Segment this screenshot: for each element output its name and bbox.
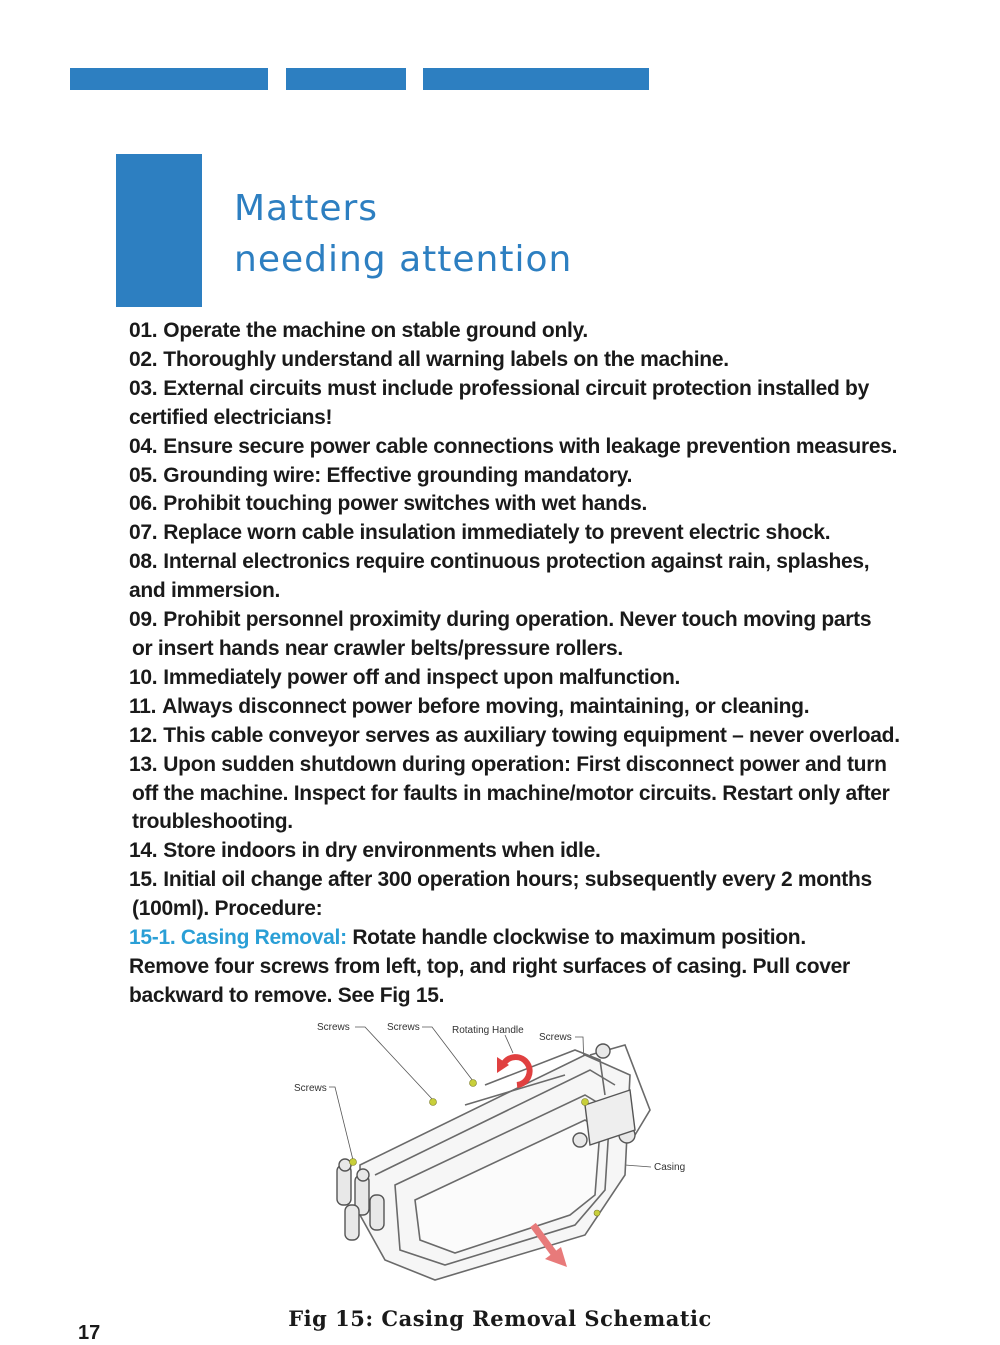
list-item-continuation: troubleshooting. xyxy=(132,810,293,834)
label-screws-2: Screws xyxy=(387,1022,420,1033)
list-item: 06. Prohibit touching power switches with wet hands. xyxy=(129,492,648,516)
list-item-continuation: certified electricians! xyxy=(129,405,333,429)
rotate-arrow-icon xyxy=(497,1057,530,1085)
page-title xyxy=(234,183,572,285)
list-item: 08. Internal electronics require continuous protection against rain, splashes, xyxy=(129,550,870,574)
label-rotating-handle: Rotating Handle xyxy=(452,1025,524,1036)
list-item: 09. Prohibit personnel proximity during operation. Never touch moving parts xyxy=(129,608,872,632)
list-item: 13. Upon sudden shutdown during operation: First disconnect power and turn xyxy=(129,752,887,776)
list-item: 04. Ensure secure power cable connections with leakage prevention measures. xyxy=(129,434,898,458)
list-item: 07. Replace worn cable insulation immediately to prevent electric shock. xyxy=(129,521,831,545)
header-bar-1 xyxy=(70,68,268,90)
title-line-1: Matters xyxy=(234,188,379,229)
list-item-continuation: and immersion. xyxy=(129,579,281,603)
page-number: 17 xyxy=(78,1322,101,1344)
sub-item-label: 15-1. Casing Removal: xyxy=(129,926,347,950)
list-item-continuation: or insert hands near crawler belts/pressure rollers. xyxy=(132,636,623,660)
list-item: 02. Thoroughly understand all warning labels on the machine. xyxy=(129,347,729,371)
list-item: 01. Operate the machine on stable ground only. xyxy=(129,319,588,342)
list-item: 12. This cable conveyor serves as auxiliary towing equipment – never overload. xyxy=(129,723,900,747)
list-item: 10. Immediately power off and inspect upon malfunction. xyxy=(129,665,681,689)
header-bar-3 xyxy=(423,68,649,90)
list-item: 05. Grounding wire: Effective grounding mandatory. xyxy=(129,463,633,487)
list-item-continuation: off the machine. Inspect for faults in machine/motor circuits. Restart only after xyxy=(132,781,890,805)
list-item: 15. Initial oil change after 300 operation hours; subsequently every 2 months xyxy=(129,868,872,892)
list-item: 11. Always disconnect power before moving, maintaining, or cleaning. xyxy=(129,694,810,718)
casing-removal-figure xyxy=(285,1015,705,1295)
list-item: 03. External circuits must include professional circuit protection installed by xyxy=(129,376,869,400)
sub-item-continuation: backward to remove. See Fig 15. xyxy=(129,983,445,1007)
label-screws-3: Screws xyxy=(539,1032,572,1043)
label-screws-1: Screws xyxy=(317,1022,350,1033)
label-casing: Casing xyxy=(654,1162,686,1173)
list-item-continuation: (100ml). Procedure: xyxy=(132,897,323,921)
sub-item-continuation: Remove four screws from left, top, and right surfaces of casing. Pull cover xyxy=(129,954,850,978)
header-bar-2 xyxy=(286,68,406,90)
title-line-2: needing attention xyxy=(234,239,573,280)
sub-item: 15-1. Casing Removal: Rotate handle clockwise to maximum position. xyxy=(129,926,806,950)
figure-caption: Fig 15: Casing Removal Schematic xyxy=(288,1306,712,1331)
label-screws-4: Screws xyxy=(294,1083,327,1094)
title-accent-block xyxy=(116,154,202,307)
list-item: 14. Store indoors in dry environments when idle. xyxy=(129,839,601,863)
attention-list xyxy=(129,317,949,1011)
